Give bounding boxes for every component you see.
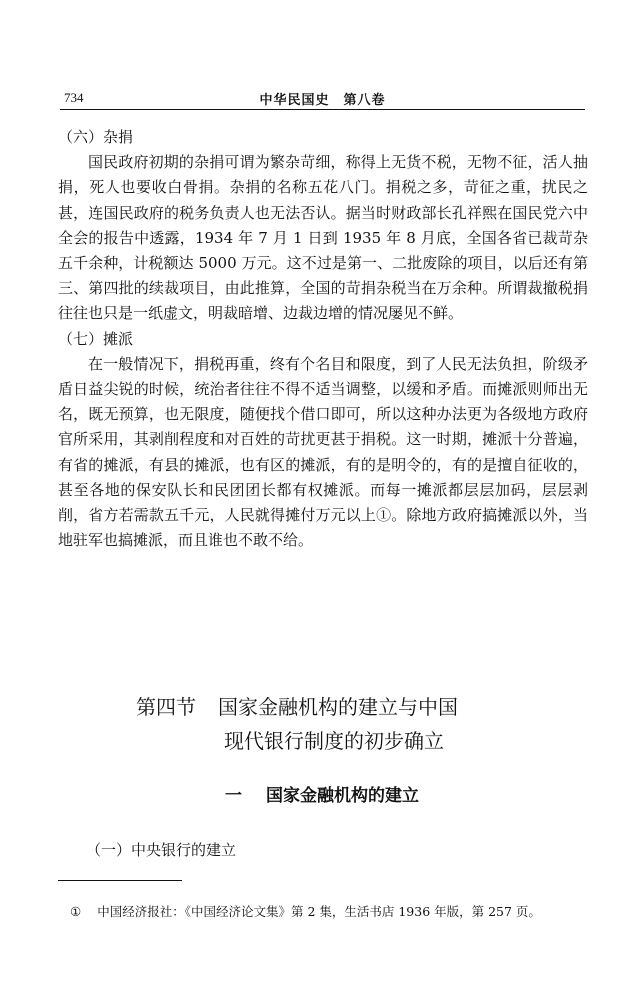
section-title <box>50 690 594 758</box>
section-label: 第四节 <box>136 695 196 719</box>
footnote-mark: ① <box>70 904 82 919</box>
subheading-miscellaneous-levies: （六）杂捐 <box>58 128 134 146</box>
section-title-text1: 国家金融机构的建立与中国 <box>218 695 458 719</box>
paragraph-apportionment: 在一般情况下，捐税再重，终有个名目和限度，到了人民无法负担，阶级矛盾日益尖锐的时候，统治者往往不得不适当调整，以缓和矛盾。而摊派则师出无名，既无预算，也无限度，随便找个借口即可，所以这种办法更为各级地方政府官所采用，其剥削程度和对百姓的苛扰更甚于捐税。这一时期，摊派十分普遍，有省的摊派，有县的摊派，也有区的摊派，有的是明令的，有的是擅自征收的，甚至各地的保安队长和民团团长都有权摊派。而每一摊派都层层加码，层层剥削，省方若需款五千元，人民就得摊付万元以上①。除地方政府搞摊派以外，当地驻军也搞摊派，而且谁也不敢不给。 <box>58 354 588 550</box>
subheading-apportionment: （七）摊派 <box>58 329 134 348</box>
section-title-line1 <box>50 690 594 724</box>
sub-title-text: 国家金融机构的建立 <box>266 786 419 806</box>
sub-title <box>0 781 644 806</box>
section-title-line2: 现代银行制度的初步确立 <box>224 729 444 753</box>
footnote-text: 中国经济报社：《中国经济论文集》第 2 集，生活书店 1936 年版，第 257 页。 <box>97 904 541 919</box>
footnote-rule <box>58 880 182 881</box>
sub-title-number: 一 <box>225 786 242 806</box>
page-number: 734 <box>64 90 84 105</box>
paragraph-miscellaneous-levies: 国民政府初期的杂捐可谓为繁杂苛细，称得上无货不税，无物不征，活人抽捐，死人也要收白骨捐。杂捐的名称五花八门。捐税之多，苛征之重，扰民之甚，连国民政府的税务负责人也无法否认。据当时财政部长孔祥熙在国民党六中全会的报告中透露，1934 年 7 月 1 日到 1935 年 8 月底，全国各省已裁苛杂五千余种，计税额达 5000 万元。这不过是第一、二批废除的项目，以后还有第三、第四批的续裁项目，由此推算，全国的苛捐杂税当在万余种。所谓裁撤税捐往往也只是一纸虚文，明裁暗增、边裁边增的情况屡见不鲜。 <box>58 153 588 323</box>
running-title: 中华民国史 第八卷 <box>259 93 386 108</box>
page-header <box>60 87 585 110</box>
body-text <box>58 125 588 553</box>
subsection-heading: （一）中央银行的建立 <box>86 841 237 859</box>
footnote <box>70 902 610 920</box>
